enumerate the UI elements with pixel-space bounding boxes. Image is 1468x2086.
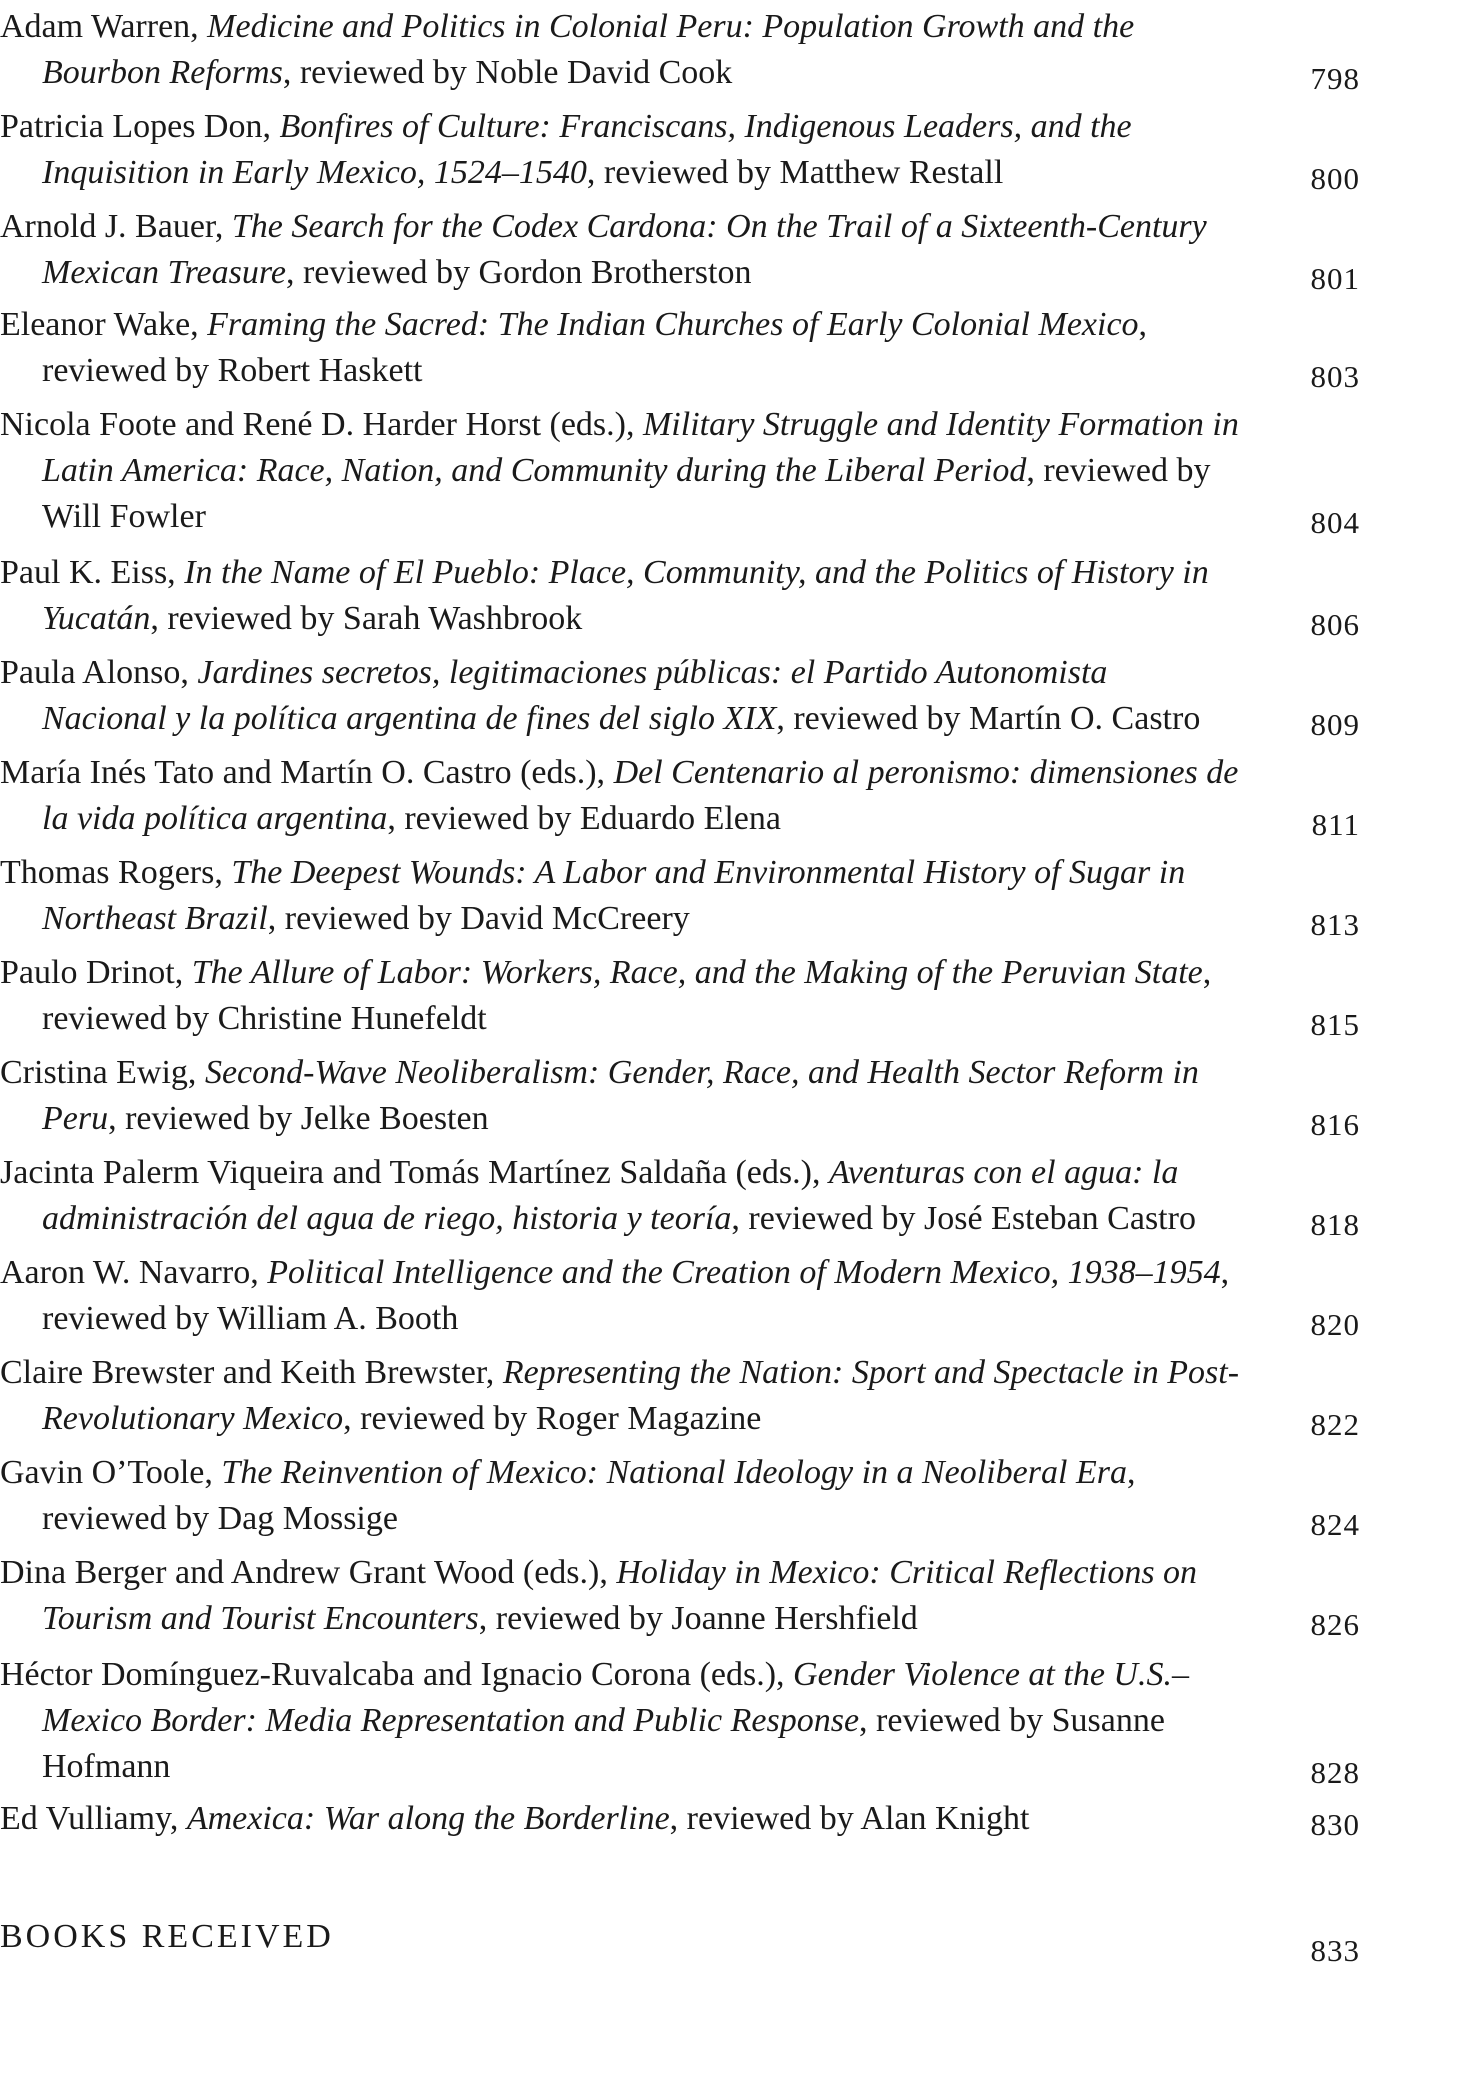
- review-entry: [0, 950, 1360, 1042]
- entry-reviewer: , reviewed by José Esteban Castro: [731, 1200, 1196, 1237]
- review-entry: [0, 1652, 1360, 1790]
- entry-title: Holiday in Mexico: Critical Reflections on Tourism and Tourist Encounters: [42, 1554, 1198, 1637]
- entry-author: Ed Vulliamy,: [0, 1800, 187, 1837]
- entry-text: [0, 204, 1240, 296]
- review-entry: [0, 550, 1360, 642]
- entry-title: Aventuras con el agua: la administración del agua de riego, historia y teoría: [42, 1154, 1179, 1237]
- entry-page-number: 818: [1310, 1207, 1360, 1242]
- entry-title: The Deepest Wounds: A Labor and Environmental History of Sugar in Northeast Brazil: [42, 854, 1186, 937]
- entry-text: [0, 1652, 1240, 1790]
- entry-author: Nicola Foote and René D. Harder Horst (eds.),: [0, 406, 643, 443]
- entry-author: Héctor Domínguez-Ruvalcaba and Ignacio Corona (eds.),: [0, 1656, 794, 1693]
- entry-page-number: 809: [1310, 707, 1360, 742]
- entry-author: Paul K. Eiss,: [0, 554, 185, 591]
- entry-author: Cristina Ewig,: [0, 1054, 205, 1091]
- entry-author: Arnold J. Bauer,: [0, 208, 232, 245]
- entry-author: Claire Brewster and Keith Brewster,: [0, 1354, 503, 1391]
- entry-author: Gavin O’Toole,: [0, 1454, 222, 1491]
- review-entry: [0, 1150, 1360, 1242]
- entry-title: Bonfires of Culture: Franciscans, Indigenous Leaders, and the Inquisition in Early Mexico, 1524–1540: [42, 108, 1132, 191]
- entry-text: [0, 1796, 1240, 1842]
- entry-author: Eleanor Wake,: [0, 306, 208, 343]
- entry-author: Paulo Drinot,: [0, 954, 192, 991]
- review-entry: [0, 1050, 1360, 1142]
- books-received-heading: [0, 1914, 1360, 1968]
- entry-title: Jardines secretos, legitimaciones públicas: el Partido Autonomista Nacional y la política argentina de fines del siglo XIX: [42, 654, 1108, 737]
- entry-text: [0, 950, 1240, 1042]
- entry-reviewer: , reviewed by Matthew Restall: [586, 154, 1004, 191]
- entry-reviewer: , reviewed by Jelke Boesten: [108, 1100, 489, 1137]
- entry-author: Thomas Rogers,: [0, 854, 232, 891]
- entry-text: [0, 4, 1240, 96]
- entry-page-number: 811: [1311, 807, 1360, 842]
- entry-page-number: 828: [1310, 1755, 1360, 1790]
- entry-title: The Allure of Labor: Workers, Race, and the Making of the Peruvian State: [191, 954, 1203, 991]
- entry-page-number: 822: [1310, 1407, 1360, 1442]
- review-entry: [0, 204, 1360, 296]
- entry-text: [0, 302, 1240, 394]
- entry-reviewer: , reviewed by Martín O. Castro: [776, 700, 1201, 737]
- review-entry: [0, 650, 1360, 742]
- entry-text: [0, 1250, 1240, 1342]
- entry-text: [0, 1150, 1240, 1242]
- review-entry: [0, 1350, 1360, 1442]
- entry-text: [0, 1350, 1240, 1442]
- entry-page-number: 803: [1310, 359, 1360, 394]
- entry-page-number: 801: [1310, 261, 1360, 296]
- entry-title: Second-Wave Neoliberalism: Gender, Race, and Health Sector Reform in Peru: [42, 1054, 1199, 1137]
- entry-reviewer: , reviewed by David McCreery: [267, 900, 690, 937]
- entry-reviewer: , reviewed by William A. Booth: [42, 1254, 1230, 1337]
- entry-title: Framing the Sacred: The Indian Churches of Early Colonial Mexico: [207, 306, 1139, 343]
- entry-reviewer: , reviewed by Dag Mossige: [42, 1454, 1136, 1537]
- entry-title: Political Intelligence and the Creation of Modern Mexico, 1938–1954: [267, 1254, 1221, 1291]
- entry-author: Paula Alonso,: [0, 654, 198, 691]
- entry-page-number: 798: [1310, 61, 1360, 96]
- entry-author: Dina Berger and Andrew Grant Wood (eds.),: [0, 1554, 617, 1591]
- entry-page-number: 813: [1310, 907, 1360, 942]
- entry-reviewer: , reviewed by Robert Haskett: [42, 306, 1148, 389]
- entry-author: Patricia Lopes Don,: [0, 108, 280, 145]
- entry-reviewer: , reviewed by Eduardo Elena: [387, 800, 781, 837]
- entry-page-number: 830: [1310, 1807, 1360, 1842]
- entry-page-number: 804: [1310, 505, 1360, 540]
- review-entry: [0, 1250, 1360, 1342]
- entry-reviewer: , reviewed by Will Fowler: [42, 452, 1211, 535]
- entry-reviewer: , reviewed by Roger Magazine: [343, 1400, 762, 1437]
- review-entry: [0, 750, 1360, 842]
- review-entry: [0, 1796, 1360, 1842]
- entry-reviewer: , reviewed by Susanne Hofmann: [42, 1702, 1165, 1785]
- entry-title: Amexica: War along the Borderline: [186, 1800, 670, 1837]
- review-entry: [0, 850, 1360, 942]
- entry-title: Gender Violence at the U.S.–Mexico Border: Media Representation and Public Response: [42, 1656, 1189, 1739]
- entry-text: [0, 850, 1240, 942]
- entry-title: The Reinvention of Mexico: National Ideology in a Neoliberal Era: [221, 1454, 1127, 1491]
- entry-page-number: 826: [1310, 1607, 1360, 1642]
- entry-text: [0, 550, 1240, 642]
- entry-page-number: 815: [1310, 1007, 1360, 1042]
- entry-author: Jacinta Palerm Viqueira and Tomás Martínez Saldaña (eds.),: [0, 1154, 829, 1191]
- review-entry: [0, 1550, 1360, 1642]
- entry-reviewer: , reviewed by Sarah Washbrook: [150, 600, 583, 637]
- entry-reviewer: , reviewed by Gordon Brotherston: [285, 254, 752, 291]
- review-entry: [0, 302, 1360, 394]
- books-received-label: BOOKS RECEIVED: [0, 1918, 334, 1955]
- entry-reviewer: , reviewed by Christine Hunefeldt: [42, 954, 1212, 1037]
- entry-text: [0, 1450, 1240, 1542]
- entry-page-number: 806: [1310, 607, 1360, 642]
- entry-title: Medicine and Politics in Colonial Peru: Population Growth and the Bourbon Reforms: [42, 8, 1135, 91]
- review-entry: [0, 402, 1360, 540]
- entry-page-number: 800: [1310, 161, 1360, 196]
- entry-reviewer: , reviewed by Joanne Hershfield: [478, 1600, 918, 1637]
- entry-title: Military Struggle and Identity Formation in Latin America: Race, Nation, and Community during the Liberal Period: [42, 406, 1239, 489]
- entry-page-number: 816: [1310, 1107, 1360, 1142]
- entry-title: Representing the Nation: Sport and Spectacle in Post-Revolutionary Mexico: [42, 1354, 1240, 1437]
- entry-author: Adam Warren,: [0, 8, 208, 45]
- entry-title: The Search for the Codex Cardona: On the Trail of a Sixteenth-Century Mexican Treasure: [42, 208, 1207, 291]
- entry-text: [0, 650, 1240, 742]
- review-entry: [0, 104, 1360, 196]
- entry-text: [0, 1550, 1240, 1642]
- entry-author: Aaron W. Navarro,: [0, 1254, 268, 1291]
- entry-text: [0, 750, 1240, 842]
- review-entry: [0, 4, 1360, 96]
- entry-title: Del Centenario al peronismo: dimensiones de la vida política argentina: [42, 754, 1239, 837]
- entry-reviewer: , reviewed by Alan Knight: [669, 1800, 1030, 1837]
- entry-author: María Inés Tato and Martín O. Castro (eds.),: [0, 754, 614, 791]
- entry-text: [0, 104, 1240, 196]
- review-entry: [0, 1450, 1360, 1542]
- entry-title: In the Name of El Pueblo: Place, Community, and the Politics of History in Yucatán: [42, 554, 1209, 637]
- entry-page-number: 820: [1310, 1307, 1360, 1342]
- books-received-page-number: 833: [1310, 1933, 1360, 1968]
- entry-page-number: 824: [1310, 1507, 1360, 1542]
- entry-reviewer: , reviewed by Noble David Cook: [282, 54, 733, 91]
- entry-text: [0, 1050, 1240, 1142]
- entry-text: [0, 402, 1240, 540]
